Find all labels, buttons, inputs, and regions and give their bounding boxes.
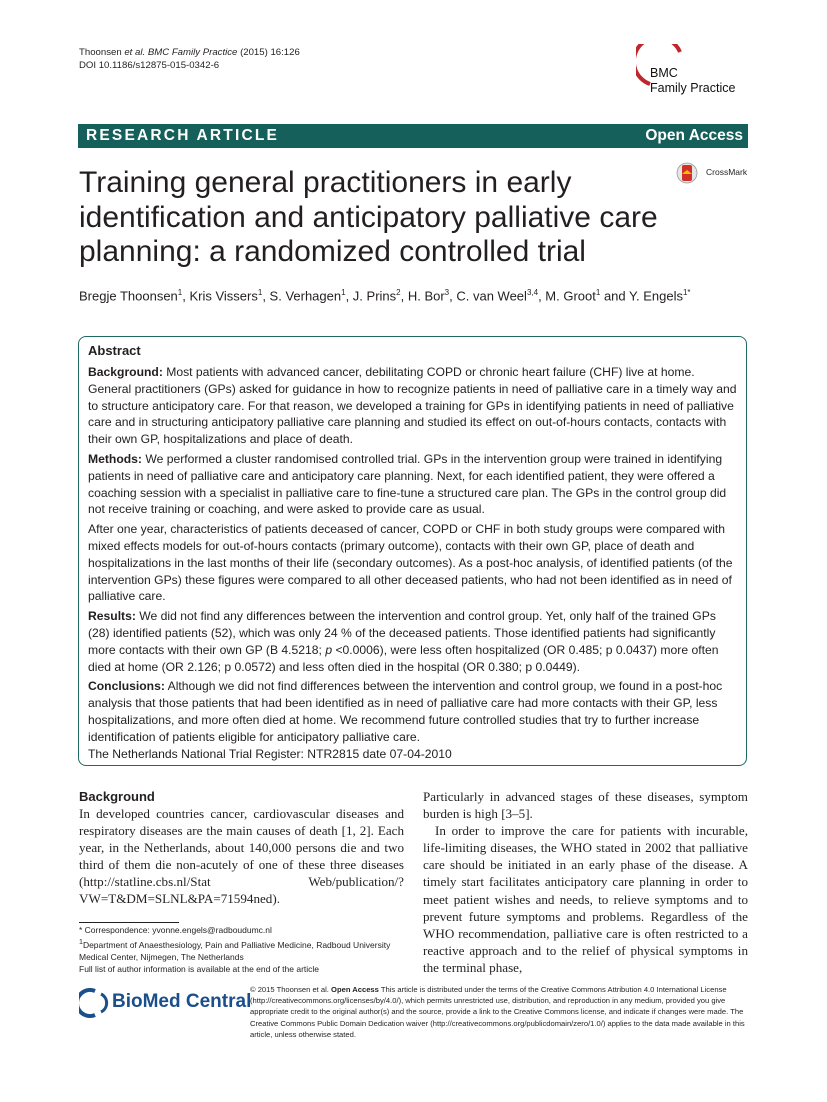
body-paragraph: In developed countries cancer, cardiovascular diseases and respiratory diseases are the main causes of death [1, 2]. Each year, in the Netherlands, about 140,000 persons die and two third of them die non-acutely of one of these three diseases (http://statline.cbs.nl/Stat Web/publication/?VW=T&DM=SLNL&PA=71594ned). bbox=[79, 806, 404, 907]
article-title: Training general practitioners in early identification and anticipatory palliative care planning: a randomized controlled trial bbox=[79, 166, 658, 268]
crossmark-label: CrossMark bbox=[706, 167, 748, 177]
footnote-rule bbox=[79, 922, 179, 923]
trial-registry: The Netherlands National Trial Register: NTR2815 date 07-04-2010 bbox=[88, 746, 452, 761]
journal-logo-text: BMC Family Practice bbox=[650, 66, 736, 95]
body-right-column bbox=[423, 788, 748, 976]
abstract-results: Results: We did not find any differences between the intervention and control group. Yet, only half of the trained GPs (28) identified patients (52), which was only 24 % of the deceased patients. Those identified patients had significantly more contacts with their own GP (B 4.5218; p <0.0006), were less often hospitalized (OR 0.485; p 0.0437) more often died at home (OR 2.126; p 0.0572) and less often died in the hospital (OR 0.380; p 0.0449). bbox=[88, 609, 719, 674]
abstract-body bbox=[88, 364, 738, 765]
article-type-label: RESEARCH ARTICLE bbox=[86, 127, 280, 144]
running-header: Thoonsen et al. BMC Family Practice (2015) 16:126 DOI 10.1186/s12875-015-0342-6 bbox=[79, 47, 300, 71]
license-statement: © 2015 Thoonsen et al. Open Access This article is distributed under the terms of the Creative Commons Attribution 4.0 International License (http://creativecommons.org/licenses/by/4.0/), which permits unrestricted use, distribution, and reproduction in any medium, provided you give appropriate credit to the original author(s) and the source, provide a link to the Creative Commons license, and indicate if changes were made. The Creative Commons Public Domain Dedication waiver (http://creativecommons.org/publicdomain/zero/1.0/) applies to the data made available in this article, unless otherwise stated. bbox=[250, 985, 745, 1039]
body-paragraph: In order to improve the care for patients with incurable, life-limiting diseases, the WHO stated in 2002 that palliative care should be initiated in an early phase of the disease. A timely start facilitates anticipatory care planning in order to meet patient wishes and needs, to relieve symptoms and to prevent future symptoms and problems. Regardless of the WHO recommendation, palliative care is often restricted to a reactive approach and to the relief of physical symptoms in the terminal phase, bbox=[423, 823, 748, 975]
footnotes bbox=[79, 924, 409, 975]
abstract-methods-cont: After one year, characteristics of patients deceased of cancer, COPD or CHF in both study groups were compared with mixed effects models for out-of-hours contacts (primary outcome), contacts with their own GP, place of death and hospitalizations in the last months of their life (secondary outcomes). As a post-hoc analysis, of identified patients (of the intervention GPs) these figures were compared to all other deceased patients, who had not been identified as in need of palliative care. bbox=[88, 522, 733, 604]
affiliation-1: $^1$Department of Anaesthesiology, Pain and Palliative Medicine, Radboud University Medical Center, Nijmegen, The Netherlands bbox=[79, 938, 391, 962]
open-access-label: Open Access bbox=[645, 127, 743, 144]
correspondence: * Correspondence: yvonne.engels@radboudumc.nl bbox=[79, 925, 272, 935]
doi: DOI 10.1186/s12875-015-0342-6 bbox=[79, 60, 220, 71]
section-heading-background: Background bbox=[79, 789, 155, 804]
abstract-heading: Abstract bbox=[88, 343, 141, 358]
abstract-methods: Methods: We performed a cluster randomised controlled trial. GPs in the intervention group were trained in identifying patients in need of palliative care and anticipatory care planning. Next, for each identified patient, they were offered a coaching session with a specialist in palliative care to fine-tune a structured care plan. The GPs in the control group did not receive training or coaching, and were asked to provide care as usual. bbox=[88, 451, 727, 517]
body-left-column bbox=[79, 805, 404, 908]
body-paragraph: Particularly in advanced stages of these diseases, symptom burden is high [3–5]. bbox=[423, 789, 748, 822]
publisher-name: BioMed Central bbox=[112, 991, 252, 1012]
full-author-info: Full list of author information is available at the end of the article bbox=[79, 963, 320, 974]
abstract-conclusions: Conclusions: Although we did not find differences between the intervention and control group, we found in a post-hoc analysis that those patients that had been identified as in need of palliative care had more contacts with their GP, less hospitalizations, and more often died at home. We recommend future controlled studies that try to further increase identification of patients eligible for anticipatory palliative care. bbox=[88, 679, 723, 744]
author-list: Bregje Thoonsen$^1$, Kris Vissers$^1$, S. Verhagen$^1$, J. Prins$^2$, H. Bor$^3$, C. van Weel$^{3,4}$, M. Groot$^1$ and Y. Engels$^{1*}$ bbox=[79, 288, 691, 304]
abstract-background: Background: Most patients with advanced cancer, debilitating COPD or chronic heart failure (CHF) live at home. General practitioners (GPs) asked for guidance in how to recognize patients in need of palliative care in a timely way and to structure anticipatory care. For that reason, we developed a training for GPs in identifying patients in need of palliative care and in structuring anticipatory palliative care planning and studied its effect on out-of-hours contacts, contacts with their own GP, hospitalizations and place of death. bbox=[88, 365, 737, 447]
